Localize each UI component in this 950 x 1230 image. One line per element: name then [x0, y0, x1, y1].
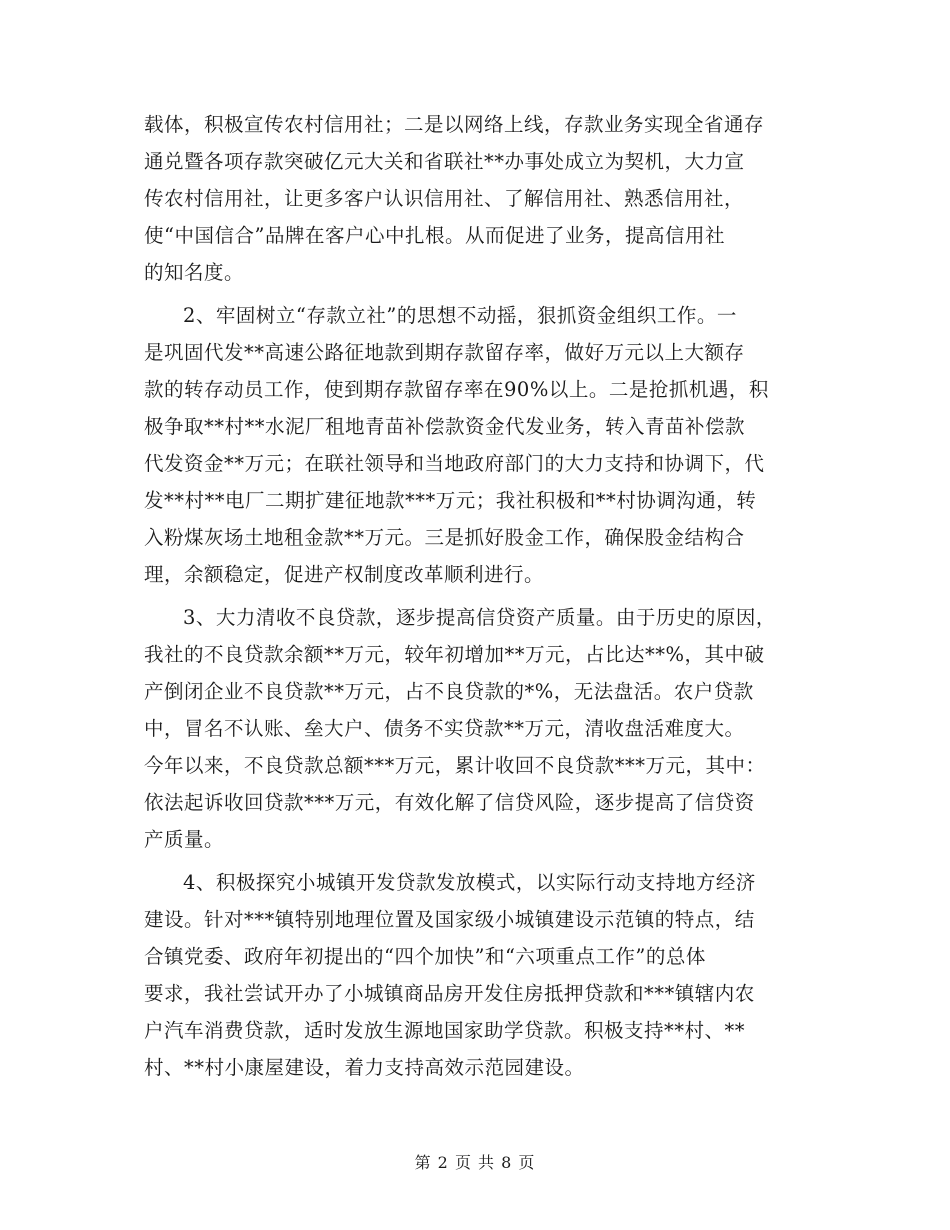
document-body: [144, 106, 804, 1086]
text-line: 建设。针对***镇特别地理位置及国家级小城镇建设示范镇的特点，结: [144, 908, 755, 931]
text-line: 发**村**电厂二期扩建征地款***万元；我社积极和**村协调沟通，转: [144, 489, 757, 512]
text-line: 户汽车消费贷款，适时发放生源地国家助学贷款。积极支持**村、**: [144, 1019, 746, 1042]
text-line: 4、积极探究小城镇开发贷款发放模式，以实际行动支持地方经济: [183, 871, 756, 894]
text-line: 3、大力清收不良贷款，逐步提高信贷资产质量。由于历史的原因，: [183, 606, 776, 629]
text-line: 中，冒名不认账、垒大户、债务不实贷款**万元，清收盘活难度大。: [144, 717, 745, 740]
paragraph-deposits: [144, 297, 804, 593]
text-line: 理，余额稳定，促进产权制度改革顺利进行。: [144, 563, 545, 586]
text-line: 是巩固代发**高速公路征地款到期存款留存率，做好万元以上大额存: [144, 341, 745, 364]
text-line: 极争取**村**水泥厂租地青苗补偿款资金代发业务，转入青苗补偿款: [144, 415, 746, 438]
paragraph-bad-loans: [144, 599, 804, 858]
paragraph-town-loans: [144, 864, 804, 1086]
text-line: 今年以来，不良贷款总额***万元，累计收回不良贷款***万元，其中：: [144, 754, 766, 777]
text-line: 产倒闭企业不良贷款**万元，占不良贷款的*%，无法盘活。农户贷款: [144, 680, 754, 703]
text-line: 通兑暨各项存款突破亿元大关和省联社**办事处成立为契机，大力宣: [144, 150, 745, 173]
text-line: 款的转存动员工作，使到期存款留存率在90%以上。二是抢抓机遇，积: [144, 378, 769, 401]
text-line: 要求，我社尝试开办了小城镇商品房开发住房抵押贷款和***镇辖内农: [144, 982, 755, 1005]
text-line: 入粉煤灰场土地租金款**万元。三是抓好股金工作，确保股金结构合: [144, 526, 745, 549]
text-line: 的知名度。: [144, 261, 245, 284]
paragraph-continuation: [144, 106, 804, 291]
text-line: 我社的不良贷款余额**万元，较年初增加**万元，占比达**%，其中破: [144, 643, 765, 666]
text-line: 载体，积极宣传农村信用社；二是以网络上线，存款业务实现全省通存: [144, 113, 765, 136]
text-line: 2、牢固树立“存款立社”的思想不动摇，狠抓资金组织工作。一: [183, 304, 737, 327]
text-line: 村、**村小康屋建设，着力支持高效示范园建设。: [144, 1056, 585, 1079]
text-line: 传农村信用社，让更多客户认识信用社、了解信用社、熟悉信用社，: [144, 187, 745, 210]
page-number-footer: 第 2 页 共 8 页: [414, 1153, 536, 1172]
text-line: 使“中国信合”品牌在客户心中扎根。从而促进了业务，提高信用社: [144, 224, 725, 247]
text-line: 依法起诉收回贷款***万元，有效化解了信贷风险，逐步提高了信贷资: [144, 791, 755, 814]
text-line: 产质量。: [144, 828, 225, 851]
text-line: 合镇党委、政府年初提出的“四个加快”和“六项重点工作”的总体: [144, 945, 706, 968]
text-line: 代发资金**万元；在联社领导和当地政府部门的大力支持和协调下，代: [144, 452, 765, 475]
